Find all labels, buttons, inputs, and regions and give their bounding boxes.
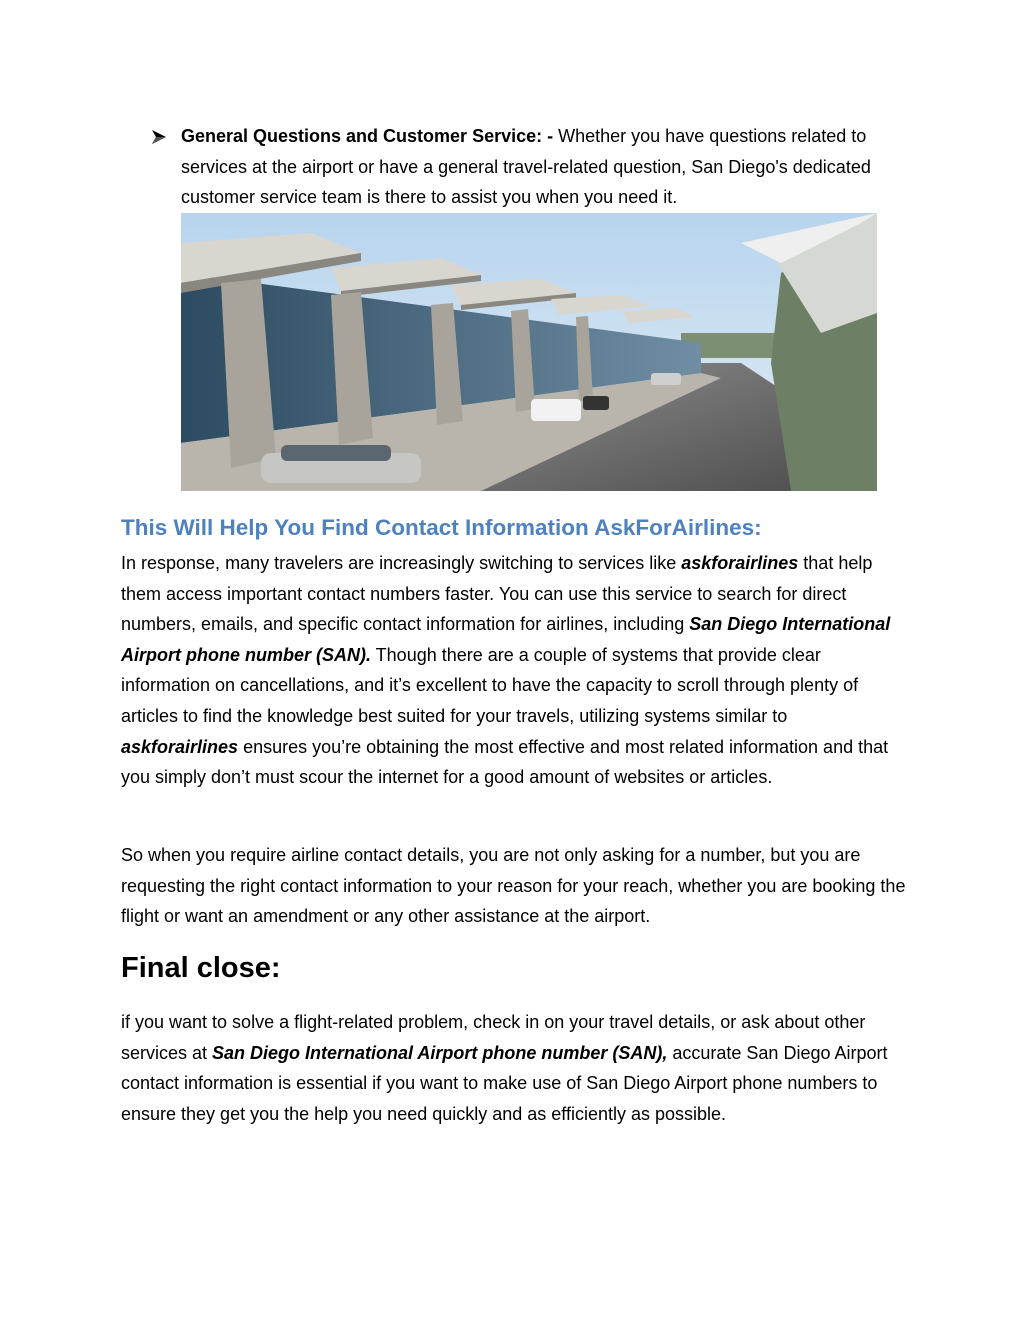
airport-terminal-photo [181,213,877,491]
p1-emphasis-1: askforairlines [681,553,799,573]
p1-text-4: ensures you’re obtaining the most effective and most related information and that you simply don’t must scour the internet for a good amount of websites or articles. [121,736,889,788]
p1-text-1: In response, many travelers are increasingly switching to services like [121,553,682,573]
p1-text-3: Though there are a couple of systems that provide clear information on cancellations, and it’s excellent to have the capacity to scroll through plenty of articles to find the knowledge best suited for your travels, utilizing systems similar to [121,644,859,726]
p3-emphasis-1: San Diego International Airport phone number (SAN), [212,1042,668,1063]
final-close-heading: Final close: [121,952,281,984]
paragraph-askforairlines [121,548,906,793]
paragraph-contact-details: So when you require airline contact details, you are not only asking for a number, but you are requesting the right contact information to your reason for your reach, whether you are booking the flight or want an amendment or any other assistance at the airport. [121,845,906,927]
arrow-bullet-icon [151,129,167,145]
p3-text-1: if you want to solve a flight-related problem, check in on your travel details, or ask about other services at [121,1012,866,1063]
bullet-item-customer-service [151,121,911,213]
p3-text-2: accurate San Diego Airport contact information is essential if you want to make use of San Diego Airport phone numbers to ensure they get you the help you need quickly and as efficiently as possible. [121,1042,888,1124]
paragraph-final [121,1007,906,1129]
bullet-text [181,121,911,213]
p1-emphasis-3: askforairlines [121,736,239,757]
p1-text-2: that help them access important contact numbers faster. You can use this service to search for direct numbers, emails, and specific contact information for airlines, including [121,553,873,635]
p1-emphasis-2: San Diego International Airport phone number (SAN). [121,614,891,665]
section-heading: This Will Help You Find Contact Information AskForAirlines: [121,515,762,540]
bullet-heading: General Questions and Customer Service: - [181,126,554,146]
bullet-body: Whether you have questions related to services at the airport or have a general travel-related question, San Diego's dedicated customer service team is there to assist you when you need it. [181,126,871,207]
